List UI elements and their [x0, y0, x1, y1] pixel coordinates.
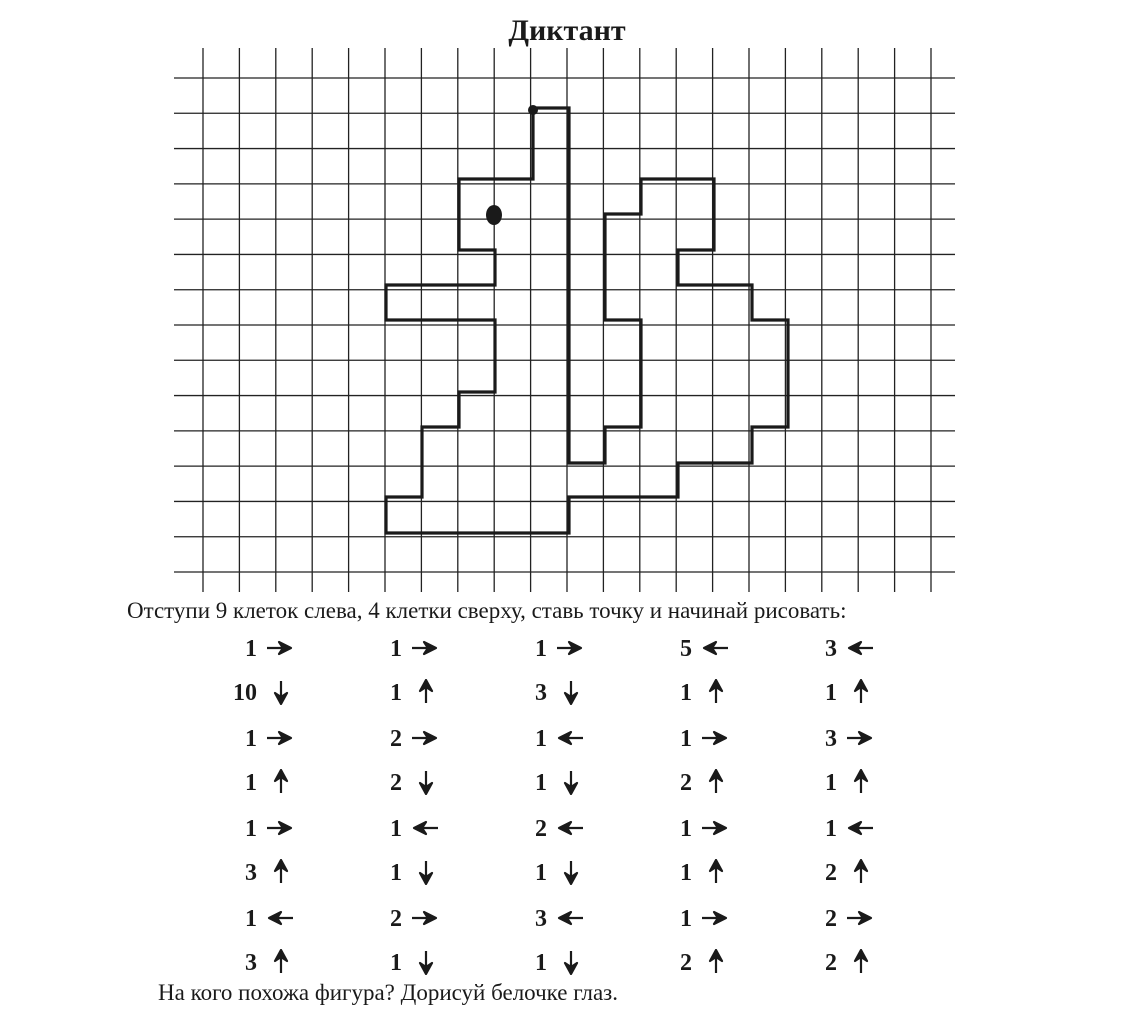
command-count: 2 — [825, 950, 837, 976]
command-count: 1 — [390, 860, 402, 886]
arrow-right-icon — [265, 728, 295, 748]
command-count: 3 — [245, 950, 257, 976]
command-count: 1 — [390, 816, 402, 842]
command-count: 1 — [535, 636, 547, 662]
arrow-left-icon — [555, 728, 585, 748]
command-count: 2 — [825, 860, 837, 886]
arrow-up-icon — [851, 949, 871, 975]
command-item — [215, 900, 305, 940]
command-count: 3 — [825, 726, 837, 752]
command-count: 1 — [825, 770, 837, 796]
arrow-right-icon — [555, 638, 585, 658]
command-item — [795, 720, 885, 760]
command-count: 1 — [825, 816, 837, 842]
command-item — [650, 900, 740, 940]
command-item — [650, 720, 740, 760]
command-item — [360, 674, 450, 714]
command-item — [505, 810, 595, 850]
command-count: 1 — [245, 770, 257, 796]
command-item — [360, 810, 450, 850]
arrow-down-icon — [271, 679, 291, 705]
arrow-left-icon — [555, 908, 585, 928]
arrow-left-icon — [265, 908, 295, 928]
command-count: 1 — [390, 680, 402, 706]
command-item — [360, 944, 450, 984]
eye-dot — [486, 205, 502, 225]
arrow-down-icon — [561, 679, 581, 705]
command-item — [215, 944, 305, 984]
arrow-up-icon — [706, 859, 726, 885]
command-item — [795, 630, 885, 670]
command-count: 3 — [535, 906, 547, 932]
command-count: 2 — [680, 770, 692, 796]
arrow-right-icon — [410, 728, 440, 748]
arrow-up-icon — [706, 769, 726, 795]
command-item — [215, 764, 305, 804]
command-item — [650, 764, 740, 804]
arrow-left-icon — [700, 638, 730, 658]
arrow-left-icon — [845, 818, 875, 838]
instruction-text: Отступи 9 клеток слева, 4 клетки сверху, ставь точку и начинай рисовать: — [127, 598, 847, 623]
command-item — [650, 854, 740, 894]
command-item — [215, 810, 305, 850]
command-item — [650, 810, 740, 850]
arrow-right-icon — [845, 728, 875, 748]
arrow-down-icon — [561, 769, 581, 795]
command-count: 3 — [245, 860, 257, 886]
grid-lines — [174, 48, 955, 592]
command-count: 1 — [390, 636, 402, 662]
arrow-down-icon — [416, 949, 436, 975]
command-item — [360, 720, 450, 760]
arrow-up-icon — [706, 949, 726, 975]
command-count: 1 — [680, 860, 692, 886]
command-count: 1 — [825, 680, 837, 706]
page-title: Диктант — [508, 14, 626, 47]
command-count: 2 — [680, 950, 692, 976]
arrow-right-icon — [700, 908, 730, 928]
command-count: 1 — [535, 950, 547, 976]
command-count: 1 — [535, 860, 547, 886]
command-item — [650, 944, 740, 984]
arrow-up-icon — [416, 679, 436, 705]
arrow-right-icon — [265, 638, 295, 658]
command-item — [505, 900, 595, 940]
command-item — [650, 630, 740, 670]
command-count: 2 — [825, 906, 837, 932]
arrow-up-icon — [271, 769, 291, 795]
arrow-right-icon — [700, 818, 730, 838]
squirrel-outline — [386, 108, 788, 533]
arrow-right-icon — [410, 638, 440, 658]
command-item — [795, 900, 885, 940]
command-item — [505, 674, 595, 714]
command-count: 3 — [825, 636, 837, 662]
command-item — [795, 944, 885, 984]
command-count: 2 — [390, 726, 402, 752]
command-item — [360, 630, 450, 670]
command-count: 1 — [390, 950, 402, 976]
arrow-up-icon — [851, 769, 871, 795]
command-item — [215, 630, 305, 670]
command-count: 1 — [680, 680, 692, 706]
command-item — [795, 764, 885, 804]
command-count: 1 — [680, 726, 692, 752]
arrow-up-icon — [851, 859, 871, 885]
command-count: 1 — [535, 726, 547, 752]
start-dot — [528, 105, 538, 115]
command-count: 2 — [390, 906, 402, 932]
arrow-up-icon — [271, 859, 291, 885]
command-item — [215, 720, 305, 760]
command-count: 1 — [245, 906, 257, 932]
command-count: 1 — [245, 726, 257, 752]
arrow-down-icon — [416, 859, 436, 885]
command-count: 1 — [245, 816, 257, 842]
command-count: 1 — [680, 816, 692, 842]
arrow-left-icon — [555, 818, 585, 838]
command-item — [505, 944, 595, 984]
command-item — [505, 720, 595, 760]
arrow-left-icon — [845, 638, 875, 658]
arrow-right-icon — [845, 908, 875, 928]
command-item — [795, 854, 885, 894]
arrow-right-icon — [410, 908, 440, 928]
command-item — [795, 810, 885, 850]
question-text: На кого похожа фигура? Дорисуй белочке глаз. — [158, 980, 618, 1005]
arrow-left-icon — [410, 818, 440, 838]
arrow-right-icon — [265, 818, 295, 838]
command-item — [360, 900, 450, 940]
command-count: 1 — [245, 636, 257, 662]
arrow-down-icon — [561, 859, 581, 885]
command-item — [215, 854, 305, 894]
command-count: 5 — [680, 636, 692, 662]
command-item — [505, 854, 595, 894]
command-item — [505, 630, 595, 670]
command-count: 2 — [535, 816, 547, 842]
arrow-down-icon — [561, 949, 581, 975]
arrow-up-icon — [706, 679, 726, 705]
figure-outline — [386, 105, 788, 533]
command-item — [360, 854, 450, 894]
arrow-up-icon — [851, 679, 871, 705]
command-item — [505, 764, 595, 804]
arrow-right-icon — [700, 728, 730, 748]
command-count: 1 — [680, 906, 692, 932]
arrow-up-icon — [271, 949, 291, 975]
command-item — [650, 674, 740, 714]
command-item — [795, 674, 885, 714]
command-count: 10 — [233, 680, 257, 706]
command-count: 3 — [535, 680, 547, 706]
command-count: 1 — [535, 770, 547, 796]
command-count: 2 — [390, 770, 402, 796]
command-item — [215, 674, 305, 714]
arrow-down-icon — [416, 769, 436, 795]
command-item — [360, 764, 450, 804]
